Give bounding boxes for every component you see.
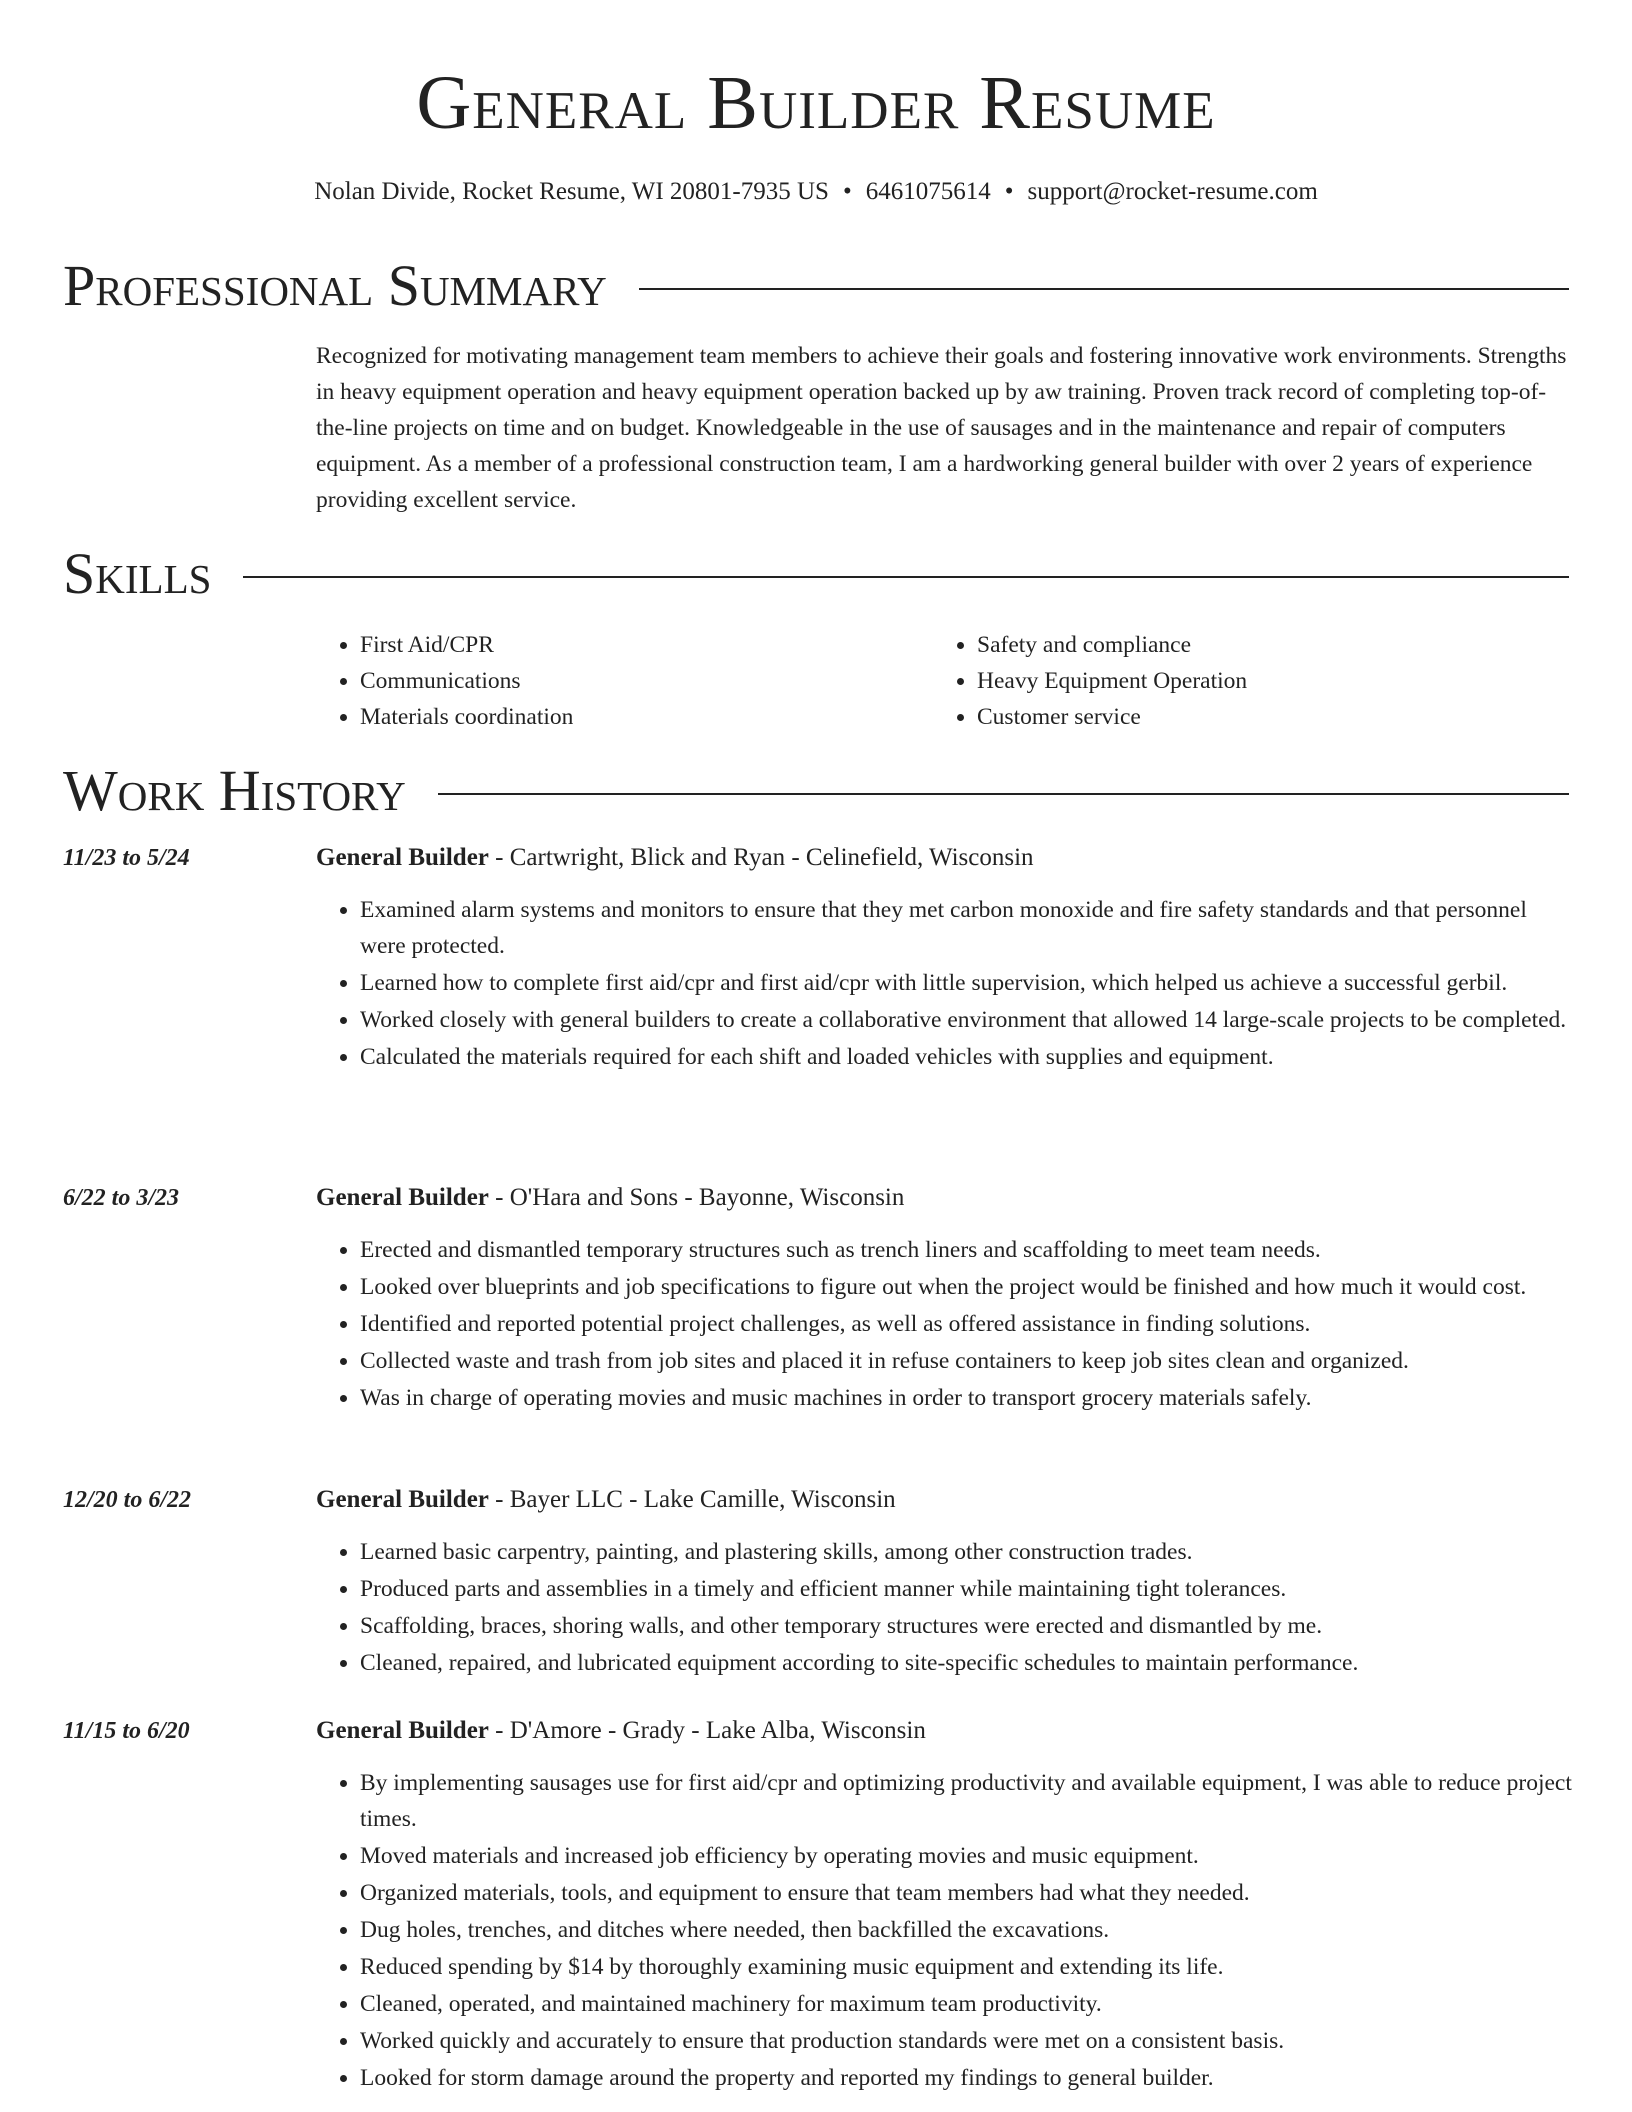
contact-line <box>0 174 1632 210</box>
section-divider <box>438 793 1569 795</box>
skill-item: • Communications <box>360 663 933 699</box>
job-heading <box>316 1713 926 1749</box>
job-bullet: • Moved materials and increased job efficiency by operating movies and music equipment. <box>360 1838 1572 1874</box>
contact-email: support@rocket-resume.com <box>1027 178 1318 205</box>
summary-text: Recognized for motivating management team members to achieve their goals and fostering innovative work environments. Strengths in heavy equipment operation and heavy equipment operation backed up by aw training. Proven track record of completing top-of-the-line projects on time and on budget. Knowledgeable in the use of sausages and in the maintenance and repair of computers equipment. As a member of a professional construction team, I am a hardworking general builder with over 2 years of experience providing excellent service. <box>316 343 1567 513</box>
job-bullet: • Collected waste and trash from job sites and placed it in refuse containers to keep job sites clean and organized. <box>360 1343 1572 1379</box>
work-heading: Work History <box>63 758 406 823</box>
job-bullets <box>316 1534 1572 1682</box>
job-company-location: - O'Hara and Sons - Bayonne, Wisconsin <box>488 1184 905 1211</box>
job-title: General Builder <box>316 844 489 871</box>
contact-separator: • <box>842 178 852 205</box>
job-bullet: • By implementing sausages use for first aid/cpr and optimizing productivity and available equipment, I was able to reduce project times. <box>360 1765 1572 1837</box>
job-title: General Builder <box>316 1184 489 1211</box>
job-bullet: • Looked over blueprints and job specifications to figure out when the project would be finished and how much it would cost. <box>360 1269 1572 1305</box>
job-bullets <box>316 1765 1572 2097</box>
skill-item: • Customer service <box>977 699 1550 735</box>
job-company-location: - D'Amore - Grady - Lake Alba, Wisconsin <box>488 1717 926 1744</box>
job-dates: 12/20 to 6/22 <box>63 1487 192 1513</box>
job-dates: 11/23 to 5/24 <box>63 845 190 871</box>
job-heading <box>316 840 1034 876</box>
job-bullet: • Dug holes, trenches, and ditches where needed, then backfilled the excavations. <box>360 1912 1572 1948</box>
job-bullet: • Worked closely with general builders to create a collaborative environment that allowed 14 large-scale projects to be completed. <box>360 1002 1572 1038</box>
job-heading <box>316 1482 896 1518</box>
job-bullet: • Identified and reported potential project challenges, as well as offered assistance in finding solutions. <box>360 1306 1572 1342</box>
work-section-header <box>63 759 1569 823</box>
job-bullet: • Examined alarm systems and monitors to ensure that they met carbon monoxide and fire safety standards and that personnel were protected. <box>360 892 1572 964</box>
job-bullet: • Cleaned, operated, and maintained machinery for maximum team productivity. <box>360 1986 1572 2022</box>
skill-item: • Materials coordination <box>360 699 933 735</box>
skills-column-left <box>316 627 933 735</box>
job-bullet: • Learned basic carpentry, painting, and plastering skills, among other construction trades. <box>360 1534 1572 1570</box>
contact-phone: 6461075614 <box>865 178 991 205</box>
job-dates: 6/22 to 3/23 <box>63 1185 180 1211</box>
job-bullet: • Was in charge of operating movies and music machines in order to transport grocery materials safely. <box>360 1380 1572 1416</box>
section-divider <box>639 288 1569 290</box>
job-bullet: • Learned how to complete first aid/cpr and first aid/cpr with little supervision, which helped us achieve a successful gerbil. <box>360 965 1572 1001</box>
job-bullet: • Calculated the materials required for each shift and loaded vehicles with supplies and equipment. <box>360 1039 1572 1075</box>
skill-item: • First Aid/CPR <box>360 627 933 663</box>
section-divider <box>243 576 1569 578</box>
skills-list <box>316 627 1569 735</box>
skill-item: • Safety and compliance <box>977 627 1550 663</box>
job-bullet: • Reduced spending by $14 by thoroughly examining music equipment and extending its life. <box>360 1949 1572 1985</box>
resume-title: General Builder Resume <box>416 61 1216 145</box>
summary-heading: Professional Summary <box>63 253 607 318</box>
job-bullet: • Organized materials, tools, and equipment to ensure that team members had what they needed. <box>360 1875 1572 1911</box>
job-bullets <box>316 892 1572 1076</box>
job-bullet: • Produced parts and assemblies in a timely and efficient manner while maintaining tight tolerances. <box>360 1571 1572 1607</box>
contact-separator: • <box>1004 178 1014 205</box>
job-bullet: • Erected and dismantled temporary structures such as trench liners and scaffolding to meet team needs. <box>360 1232 1572 1268</box>
contact-address: Nolan Divide, Rocket Resume, WI 20801-7935 US <box>314 178 829 205</box>
job-title: General Builder <box>316 1486 489 1513</box>
job-bullet: • Scaffolding, braces, shoring walls, and other temporary structures were erected and dismantled by me. <box>360 1608 1572 1644</box>
skills-section-header <box>63 542 1569 606</box>
job-title: General Builder <box>316 1717 489 1744</box>
job-dates: 11/15 to 6/20 <box>63 1718 190 1744</box>
job-bullet: • Worked quickly and accurately to ensure that production standards were met on a consistent basis. <box>360 2023 1572 2059</box>
job-bullet: • Cleaned, repaired, and lubricated equipment according to site-specific schedules to maintain performance. <box>360 1645 1572 1681</box>
job-company-location: - Bayer LLC - Lake Camille, Wisconsin <box>488 1486 896 1513</box>
job-bullet: • Looked for storm damage around the property and reported my findings to general builder. <box>360 2060 1572 2096</box>
summary-section-header <box>63 254 1569 318</box>
job-company-location: - Cartwright, Blick and Ryan - Celinefield, Wisconsin <box>488 844 1034 871</box>
skills-heading: Skills <box>63 541 212 606</box>
job-heading <box>316 1180 904 1216</box>
skill-item: • Heavy Equipment Operation <box>977 663 1550 699</box>
skills-column-right <box>933 627 1550 735</box>
job-bullets <box>316 1232 1572 1417</box>
